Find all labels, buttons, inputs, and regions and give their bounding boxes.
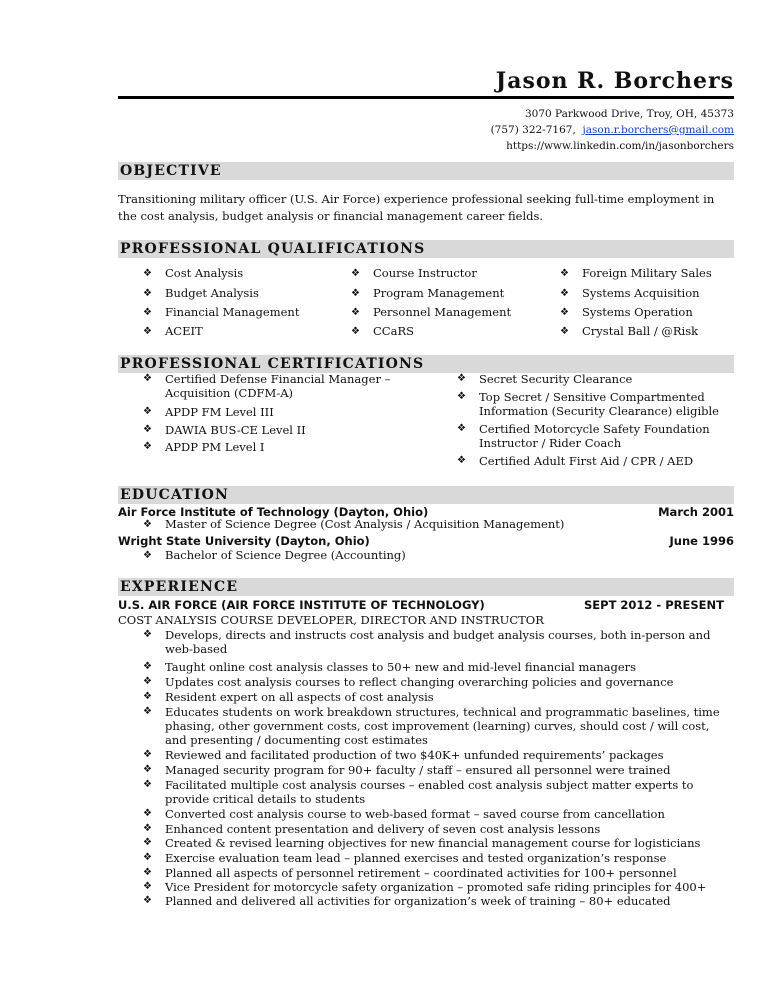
email-link[interactable]: jason.r.borchers@gmail.com: [582, 124, 734, 136]
experience-bullet: ❖ Converted cost analysis course to web-based format – saved course from cancellation: [165, 807, 730, 821]
qualification-item: ❖ Foreign Military Sales: [582, 267, 712, 280]
experience-bullet: ❖ Updates cost analysis courses to reflect changing overarching policies and governance: [165, 675, 730, 689]
experience-bullet: ❖ Vice President for motorcycle safety organization – promoted safe riding principles for 400+: [165, 880, 730, 894]
graduation-date: March 2001: [658, 505, 734, 519]
qualification-item: ❖ Program Management: [373, 287, 504, 300]
candidate-name: Jason R. Borchers: [495, 68, 734, 94]
experience-bullet: ❖ Develops, directs and instructs cost analysis and budget analysis courses, both in-person and web-based: [165, 628, 730, 656]
qualification-item: ❖ Cost Analysis: [165, 267, 243, 280]
objective-text: Transitioning military officer (U.S. Air Force) experience professional seeking full-time employment in the cost analysis, budget analysis or financial management career fields.: [118, 192, 715, 223]
header-rule: [118, 96, 734, 99]
section-certifications: PROFESSIONAL CERTIFICATIONS: [118, 355, 734, 373]
job-dates: SEPT 2012 - PRESENT: [584, 598, 724, 612]
certification-item: ❖ Secret Security Clearance: [479, 372, 729, 386]
qualification-item: ❖ ACEIT: [165, 325, 203, 338]
qualification-item: ❖ Crystal Ball / @Risk: [582, 325, 698, 338]
section-objective: OBJECTIVE: [118, 162, 734, 180]
experience-bullet: ❖ Exercise evaluation team lead – planned exercises and tested organization’s response: [165, 851, 730, 865]
qualification-item: ❖ Budget Analysis: [165, 287, 259, 300]
address: 3070 Parkwood Drive, Troy, OH, 45373: [524, 108, 734, 120]
experience-bullet: ❖ Resident expert on all aspects of cost analysis: [165, 690, 730, 704]
experience-bullet: ❖ Facilitated multiple cost analysis courses – enabled cost analysis subject matter experts to provide critical details to students: [165, 778, 730, 806]
experience-bullet: ❖ Enhanced content presentation and delivery of seven cost analysis lessons: [165, 822, 730, 836]
section-experience: EXPERIENCE: [118, 578, 734, 596]
experience-bullet: ❖ Reviewed and facilitated production of two $40K+ unfunded requirements’ packages: [165, 748, 730, 762]
qualification-item: ❖ Systems Acquisition: [582, 287, 700, 300]
qualification-item: ❖ Course Instructor: [373, 267, 477, 280]
certification-item: ❖ APDP PM Level I: [165, 440, 410, 454]
certification-item: ❖ Certified Adult First Aid / CPR / AED: [479, 454, 729, 468]
certification-item: ❖ Certified Defense Financial Manager – Acquisition (CDFM-A): [165, 372, 410, 400]
certification-item: ❖ Certified Motorcycle Safety Foundation Instructor / Rider Coach: [479, 422, 729, 450]
section-qualifications: PROFESSIONAL QUALIFICATIONS: [118, 240, 734, 258]
school-name: Air Force Institute of Technology (Dayton, Ohio): [118, 505, 429, 519]
experience-bullet: ❖ Created & revised learning objectives for new financial management course for logisticians: [165, 836, 730, 850]
contact-block: [491, 106, 734, 154]
linkedin-url[interactable]: https://www.linkedin.com/in/jasonborchers: [506, 140, 734, 152]
employer: U.S. AIR FORCE (AIR FORCE INSTITUTE OF TECHNOLOGY): [118, 598, 485, 612]
qualification-item: ❖ Financial Management: [165, 306, 299, 319]
section-education: EDUCATION: [118, 486, 734, 504]
experience-bullet: ❖ Planned all aspects of personnel retirement – coordinated activities for 100+ personnel: [165, 866, 730, 880]
education-row: [118, 534, 734, 548]
qualification-item: ❖ Systems Operation: [582, 306, 693, 319]
degree: ❖ Bachelor of Science Degree (Accounting): [165, 549, 406, 562]
certification-item: ❖ Top Secret / Sensitive Compartmented Information (Security Clearance) eligible: [479, 390, 729, 418]
phone: (757) 322-7167,: [490, 124, 576, 136]
certification-item: ❖ DAWIA BUS-CE Level II: [165, 423, 410, 437]
experience-bullet: ❖ Planned and delivered all activities for organization’s week of training – 80+ educated: [165, 894, 730, 908]
degree: ❖ Master of Science Degree (Cost Analysis / Acquisition Management): [165, 518, 564, 531]
experience-bullet: ❖ Educates students on work breakdown structures, technical and programmatic baselines, time phasing, other government costs, cost improvement (learning) curves, should cost / will cost, and presenting / documenting cost estimates: [165, 705, 730, 747]
graduation-date: June 1996: [669, 534, 734, 548]
job-row: [118, 598, 734, 612]
qualification-item: ❖ CCaRS: [373, 325, 414, 338]
certification-item: ❖ APDP FM Level III: [165, 405, 410, 419]
job-title: COST ANALYSIS COURSE DEVELOPER, DIRECTOR AND INSTRUCTOR: [118, 613, 544, 627]
qualification-item: ❖ Personnel Management: [373, 306, 511, 319]
experience-bullet: ❖ Taught online cost analysis classes to 50+ new and mid-level financial managers: [165, 660, 730, 674]
experience-bullet: ❖ Managed security program for 90+ faculty / staff – ensured all personnel were trained: [165, 763, 730, 777]
school-name: Wright State University (Dayton, Ohio): [118, 534, 370, 548]
